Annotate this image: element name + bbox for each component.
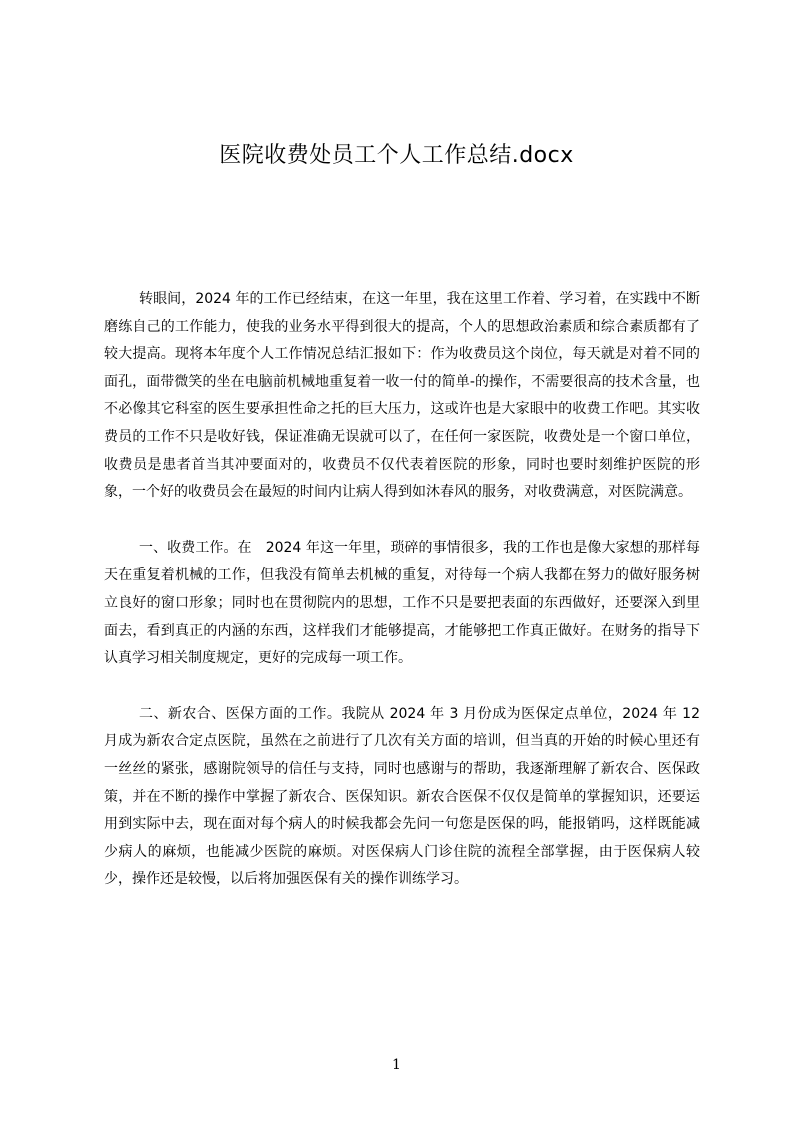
document-body (104, 286, 700, 922)
paragraph-intro: 转眼间，2024 年的工作已经结束，在这一年里，我在这里工作着、学习着，在实践中不断磨练自己的工作能力，使我的业务水平得到很大的提高，个人的思想政治素质和综合素质都有了较大提高。现将本年度个人工作情况总结汇报如下：作为收费员这个岗位，每天就是对着不同的面孔，面带微笑的坐在电脑前机械地重复着一收一付的简单-的操作，不需要很高的技术含量，也不必像其它科室的医生要承担性命之托的巨大压力，这或许也是大家眼中的收费工作吧。其实收费员的工作不只是收好钱，保证准确无误就可以了，在任何一家医院，收费处是一个窗口单位，收费员是患者首当其冲要面对的，收费员不仅代表着医院的形象，同时也要时刻维护医院的形象，一个好的收费员会在最短的时间内让病人得到如沐春风的服务，对收费满意，对医院满意。 (104, 291, 700, 501)
paragraph-fee-collection: 一、收费工作。在 2024 年这一年里，琐碎的事情很多，我的工作也是像大家想的那样每天在重复着机械的工作，但我没有简单去机械的重复，对待每一个病人我都在努力的做好服务树立良好的窗口形象；同时也在贯彻院内的思想，工作不只是要把表面的东西做好，还要深入到里面去，看到真正的内涵的东西，这样我们才能够提高，才能够把工作真正做好。在财务的指导下认真学习相关制度规定，更好的完成每一项工作。 (104, 539, 700, 667)
document-title: 医院收费处员工个人工作总结.docx (219, 143, 574, 168)
page-number: 1 (392, 1057, 401, 1073)
paragraph-insurance: 二、新农合、医保方面的工作。我院从 2024 年 3 月份成为医保定点单位，2024 年 12 月成为新农合定点医院，虽然在之前进行了几次有关方面的培训，但当真的开始的时候心里还有一丝丝的紧张，感谢院领导的信任与支持，同时也感谢与的帮助，我逐渐理解了新农合、医保政策，并在不断的操作中掌握了新农合、医保知识。新农合医保不仅仅是简单的掌握知识，还要运用到实际中去，现在面对每个病人的时候我都会先问一句您是医保的吗，能报销吗，这样既能减少病人的麻烦，也能减少医院的麻烦。对医保病人门诊住院的流程全部掌握，由于医保病人较少，操作还是较慢，以后将加强医保有关的操作训练学习。 (104, 705, 700, 888)
